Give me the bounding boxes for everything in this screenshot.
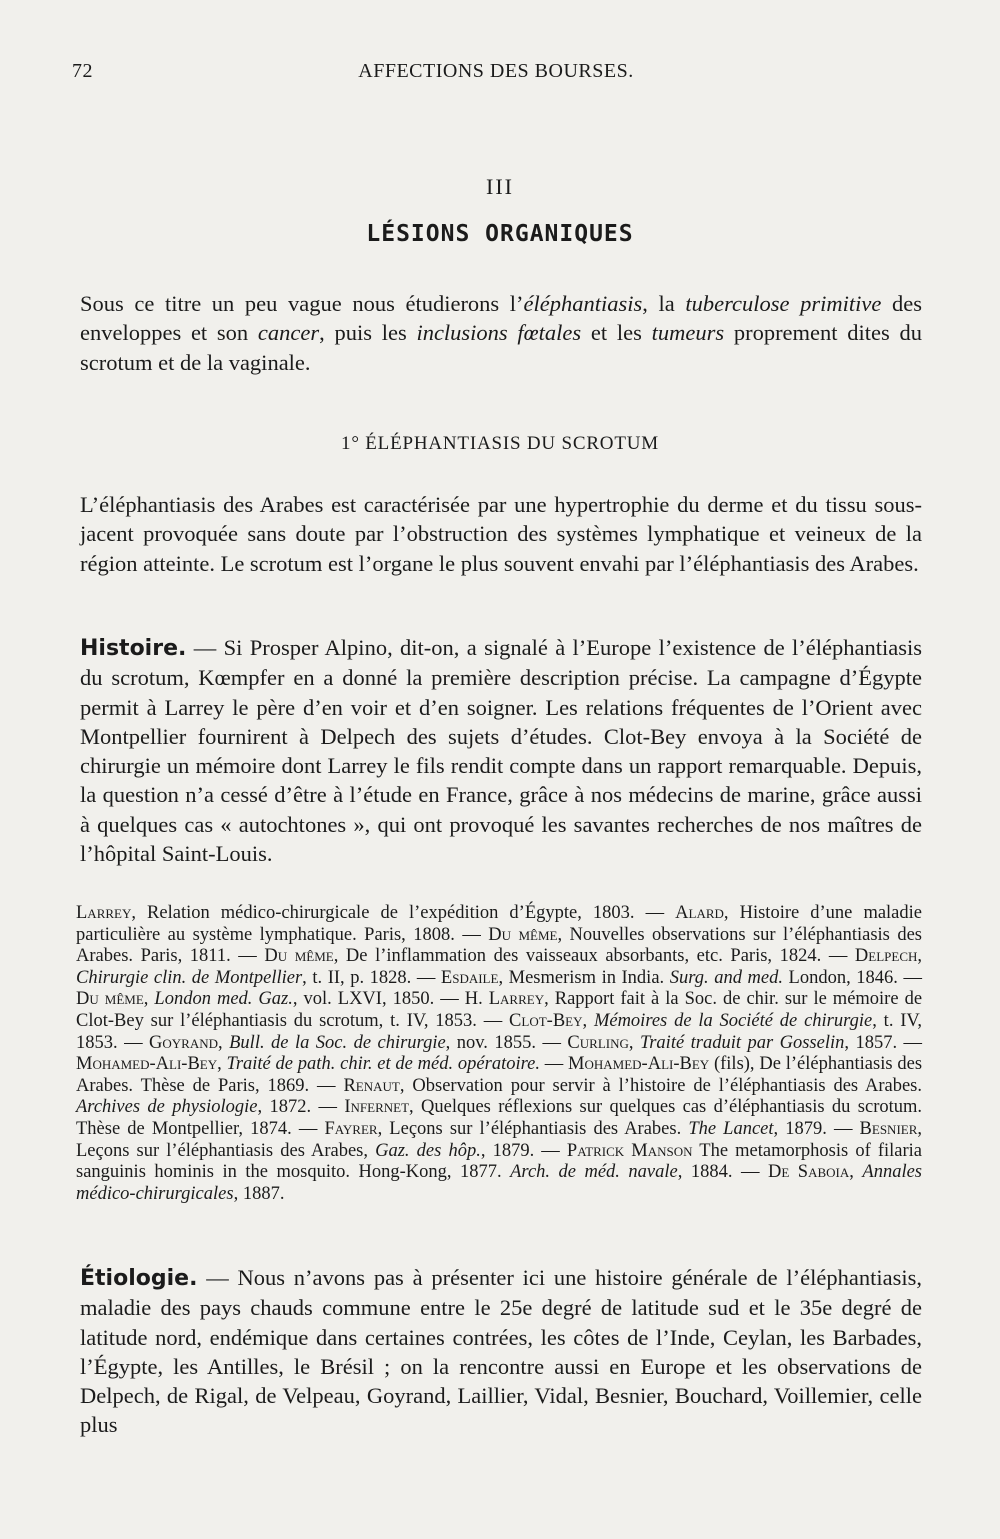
reference-text: ,	[849, 1162, 863, 1183]
reference-title: Chirurgie clin. de Montpellier	[76, 967, 303, 988]
reference-author: Mohamed-Ali-Bey	[568, 1054, 710, 1075]
reference-title: Traité traduit par Gosselin	[639, 1032, 845, 1053]
intro-paragraph: Sous ce titre un peu vague nous étudierons l’éléphantiasis, la tuberculose primitive des enveloppes et son cancer, puis les inclusions fœtales et les tumeurs proprement dites du scrotum et de la vaginale.	[80, 291, 922, 375]
reference-author: Larrey	[488, 989, 545, 1010]
reference-text: , Rapport fait à la Soc. de chir. sur le mémoire de Clot-Bey sur l’éléphantiasis du scrotum, t. IV, 1853. —	[76, 989, 923, 1031]
running-head	[72, 60, 920, 90]
reference-title: Mémoires de la Société de chirurgie	[593, 1010, 873, 1031]
reference-title: Gaz. des hôp.	[375, 1140, 481, 1161]
reference-text: ,	[217, 1054, 227, 1075]
bibliography-references	[76, 903, 922, 1205]
reference-text: , 1879. —	[480, 1140, 567, 1161]
reference-text: The metamorphosis of filaria sanguinis hominis in the mosquito. Hong-Kong, 1877.	[76, 1140, 923, 1183]
reference-text: , t. IV, 1853. —	[76, 1010, 923, 1053]
reference-author: Patrick Manson	[566, 1140, 693, 1161]
etiologie-heading: Étiologie.	[80, 1266, 198, 1291]
reference-author: Larrey	[76, 903, 132, 923]
histoire-heading: Histoire.	[80, 636, 187, 661]
reference-author: Clot-Bey	[509, 1010, 583, 1031]
reference-text: , vol. LXVI, 1850. — H.	[292, 989, 489, 1010]
reference-text: , Nouvelles observations sur l’éléphantiasis des Arabes. Paris, 1811. —	[76, 924, 922, 967]
reference-author: Esdaile	[440, 967, 499, 988]
paragraph-definition: L’éléphantiasis des Arabes est caractérisée par une hypertrophie du derme et du tissu sous-jacent provoquée sans doute par l’obstruction des systèmes lymphatique et veineux de la région atteinte. Le scrotum est l’organe le plus souvent envahi par l’éléphantiasis des Arabes.	[80, 492, 922, 576]
page-number: 72	[72, 60, 93, 82]
reference-author: Fayrer	[324, 1118, 378, 1139]
reference-author: Infernet	[344, 1097, 410, 1118]
section-title: LÉSIONS ORGANIQUES	[366, 221, 634, 247]
reference-text: , 1857. —	[844, 1032, 923, 1053]
reference-author: Alard	[675, 903, 724, 923]
reference-title: The Lancet	[688, 1118, 774, 1139]
reference-text: ,	[628, 1032, 640, 1053]
section-number: III	[486, 174, 514, 199]
reference-title: Surg. and med.	[669, 967, 783, 988]
histoire-text: — Si Prosper Alpino, dit-on, a signalé à l’Europe l’existence de l’éléphantiasis du scrotum, Kœmpfer en a donné la première description précise. La campagne d’Égypte permit à Larrey le père d’en voir et d’en soigner. Les relations fréquentes de l’Orient avec Montpellier fournirent à Delpech des sujets d’études. Clot-Bey envoya à la Société de chirurgie un mémoire dont Larrey le fils rendit compte dans un rapport remarquable. Depuis, la question n’a cessé d’être à l’étude en France, grâce à nos médecins de marine, grâce aussi à quelques cas « autochtones », qui ont provoqué les savantes recherches de nos maîtres de l’hôpital Saint-Louis.	[80, 635, 922, 867]
subsection-title: 1° ÉLÉPHANTIASIS DU SCROTUM	[341, 433, 659, 454]
reference-text: , 1879. —	[773, 1118, 860, 1139]
reference-author: Mohamed-Ali-Bey	[76, 1054, 218, 1075]
reference-author: Besnier	[859, 1118, 918, 1139]
reference-title: London med. Gaz.	[154, 989, 293, 1010]
reference-text: , Histoire d’une maladie particulière au système lymphatique. Paris, 1808. —	[76, 903, 922, 945]
reference-author: Renaut	[343, 1075, 400, 1096]
reference-text: , Relation médico-chirurgicale de l’expédition d’Égypte, 1803. —	[131, 903, 676, 923]
reference-text: ,	[143, 989, 155, 1010]
reference-text: , Leçons sur l’éléphantiasis des Arabes,	[76, 1118, 923, 1161]
paragraph-etiologie	[80, 1263, 922, 1440]
reference-text: , t. II, p. 1828. —	[302, 967, 441, 988]
paragraph-histoire	[80, 633, 922, 868]
reference-text: London, 1846. —	[782, 967, 922, 988]
reference-text: , 1887.	[233, 1183, 285, 1204]
reference-author: Du même	[488, 924, 558, 945]
reference-text: ,	[582, 1010, 594, 1031]
reference-title: Arch. de méd. navale	[510, 1162, 678, 1183]
reference-text: , 1872. —	[257, 1097, 345, 1118]
reference-text: —	[539, 1054, 569, 1075]
reference-text: , Leçons sur l’éléphantiasis des Arabes.	[377, 1118, 689, 1139]
reference-text: (fils), De l’éléphantiasis des Arabes. Thèse de Paris, 1869. —	[76, 1054, 923, 1096]
reference-title: Archives de physiologie	[76, 1097, 258, 1118]
running-title: AFFECTIONS DES BOURSES.	[358, 60, 634, 82]
reference-text: ,	[917, 946, 923, 967]
reference-text: , 1884. —	[677, 1162, 768, 1183]
reference-author: Du même	[76, 989, 144, 1010]
reference-author: Curling	[567, 1032, 629, 1053]
reference-text: ,	[218, 1032, 230, 1053]
reference-text: , Mesmerism in India.	[498, 967, 670, 988]
reference-text: , Quelques réflexions sur quelques cas d’éléphantiasis du scrotum. Thèse de Montpellier, 1874. —	[76, 1097, 923, 1139]
reference-text: , nov. 1855. —	[445, 1032, 568, 1053]
reference-title: Traité de path. chir. et de méd. opératoire.	[226, 1054, 540, 1075]
reference-title: Annales médico-chirurgicales	[76, 1162, 922, 1204]
reference-author: Delpech	[854, 946, 918, 967]
reference-text: , De l’inflammation des vaisseaux absorbants, etc. Paris, 1824. —	[333, 946, 855, 967]
etiologie-text: — Nous n’avons pas à présenter ici une histoire générale de l’éléphantiasis, maladie des pays chauds commune entre le 25e degré de latitude sud et le 35e degré de latitude nord, endémique dans certaines contrées, les côtes de l’Inde, Ceylan, les Barbades, l’Égypte, les Antilles, le Brésil ; on la rencontre aussi en Europe et les observations de Delpech, de Rigal, de Velpeau, Goyrand, Laillier, Vidal, Besnier, Bouchard, Voillemier, celle plus	[80, 1265, 922, 1438]
reference-text: , Observation pour servir à l’histoire de l’éléphantiasis des Arabes.	[399, 1075, 922, 1096]
reference-author: Du même	[264, 946, 334, 967]
reference-title: Bull. de la Soc. de chirurgie	[229, 1032, 446, 1053]
reference-author: De Saboia	[768, 1162, 850, 1183]
reference-author: Goyrand	[149, 1032, 219, 1053]
